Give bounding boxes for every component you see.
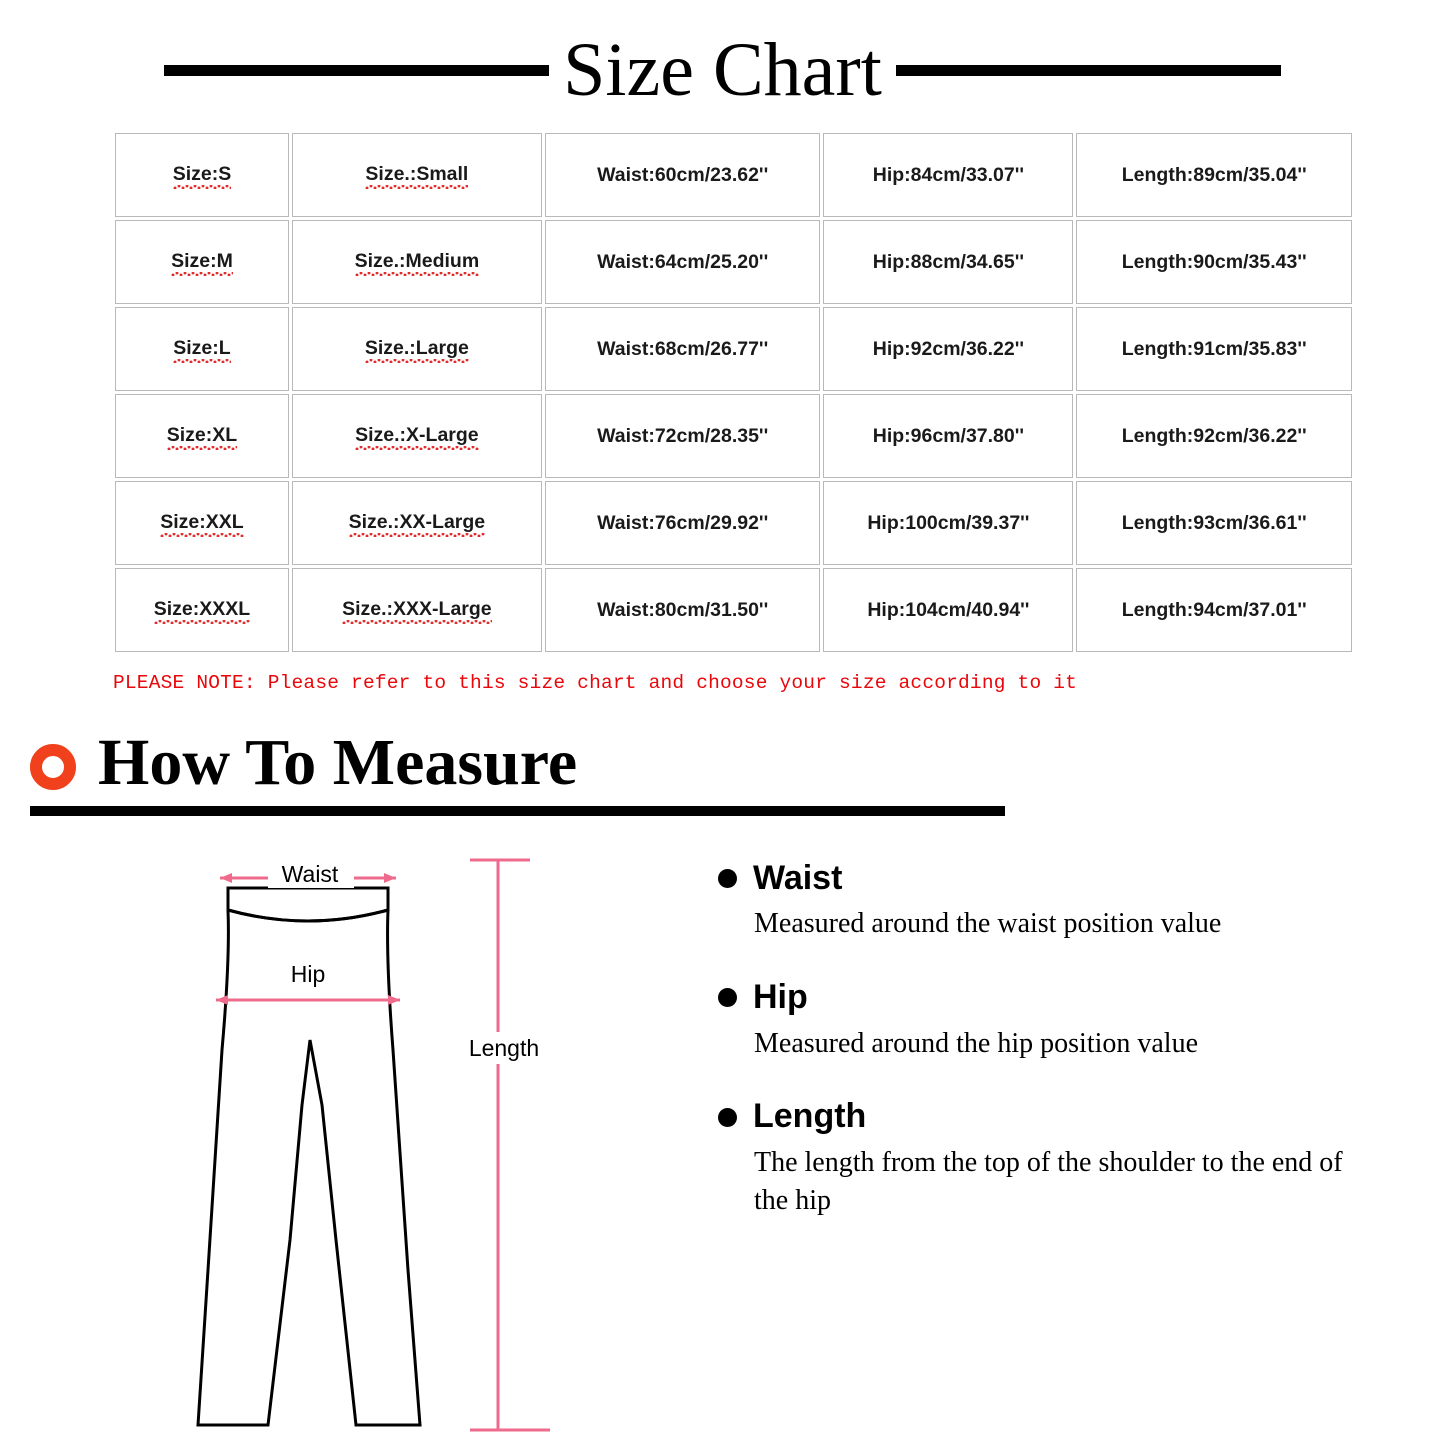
size-chart-table [112,130,1355,655]
definition-term: Waist [753,859,843,897]
size-code: Size:XL [167,424,237,449]
how-to-measure-rule [30,806,1005,816]
table-row [115,394,1352,478]
definition-term: Length [753,1097,867,1136]
hip-arrow-left [216,995,228,1005]
bullet-dot-icon [718,869,737,888]
waist-arrow-right [384,873,396,883]
cell-size [115,394,289,478]
waist-label: Waist [281,861,339,887]
size-code: Size:M [171,250,233,275]
size-word: Size.:Medium [355,250,480,275]
cell-size [115,220,289,304]
bullet-dot-icon [718,1108,737,1127]
cell-size-word [292,307,542,391]
cell-size [115,307,289,391]
pants-measure-diagram [150,840,710,1440]
definition-term-row [718,1098,1378,1135]
cell-hip: Hip:84cm/33.07'' [823,133,1073,217]
definition-description: The length from the top of the shoulder to the end of the hip [754,1146,1343,1216]
how-to-measure-section [30,726,1030,816]
table-row [115,220,1352,304]
size-code: Size:XXL [160,511,243,536]
size-word: Size.:Large [365,337,469,362]
cell-length: Length:94cm/37.01'' [1076,568,1352,652]
ring-bullet-icon [30,744,76,790]
cell-hip: Hip:100cm/39.37'' [823,481,1073,565]
cell-hip: Hip:88cm/34.65'' [823,220,1073,304]
cell-size [115,481,289,565]
definition-term-row [718,979,1378,1016]
measure-definitions [718,860,1378,1255]
cell-waist: Waist:68cm/26.77'' [545,307,821,391]
size-code: Size:XXXL [154,598,250,623]
cell-hip: Hip:104cm/40.94'' [823,568,1073,652]
length-label: Length [468,1035,540,1061]
page-title: Size Chart [563,28,882,112]
waist-arrow-left [220,873,232,883]
cell-size [115,133,289,217]
hip-label: Hip [290,961,326,987]
definition-term: Hip [753,978,808,1017]
page-title-row [0,24,1445,116]
size-word: Size.:XX-Large [349,511,486,536]
cell-size-word [292,133,542,217]
cell-size-word [292,394,542,478]
table-row [115,133,1352,217]
cell-length: Length:93cm/36.61'' [1076,481,1352,565]
cell-length: Length:91cm/35.83'' [1076,307,1352,391]
cell-hip: Hip:96cm/37.80'' [823,394,1073,478]
how-to-measure-heading-row [30,726,1030,799]
title-rule-right [896,65,1281,76]
size-code: Size:L [173,337,230,362]
definition-length [718,1098,1378,1219]
title-rule-left [164,65,549,76]
size-chart-note: PLEASE NOTE: Please refer to this size chart and choose your size according to it [113,672,1078,694]
cell-waist: Waist:80cm/31.50'' [545,568,821,652]
cell-waist: Waist:64cm/25.20'' [545,220,821,304]
bullet-dot-icon [718,988,737,1007]
size-word: Size.:X-Large [355,424,479,449]
size-word: Size.:XXX-Large [342,598,492,623]
definition-description: Measured around the waist position value [754,908,1222,940]
cell-size-word [292,568,542,652]
definition-term-row [718,860,1378,897]
cell-length: Length:92cm/36.22'' [1076,394,1352,478]
cell-hip: Hip:92cm/36.22'' [823,307,1073,391]
hip-arrow-right [388,995,400,1005]
cell-size [115,568,289,652]
table-row [115,568,1352,652]
table-row [115,307,1352,391]
cell-size-word [292,220,542,304]
cell-size-word [292,481,542,565]
definition-waist [718,860,1378,943]
definition-hip [718,979,1378,1062]
cell-length: Length:90cm/35.43'' [1076,220,1352,304]
table-row [115,481,1352,565]
cell-waist: Waist:76cm/29.92'' [545,481,821,565]
cell-waist: Waist:60cm/23.62'' [545,133,821,217]
cell-waist: Waist:72cm/28.35'' [545,394,821,478]
definition-description: Measured around the hip position value [754,1027,1199,1059]
how-to-measure-heading: How To Measure [98,726,578,799]
cell-length: Length:89cm/35.04'' [1076,133,1352,217]
size-code: Size:S [173,163,232,188]
size-word: Size.:Small [365,163,468,188]
